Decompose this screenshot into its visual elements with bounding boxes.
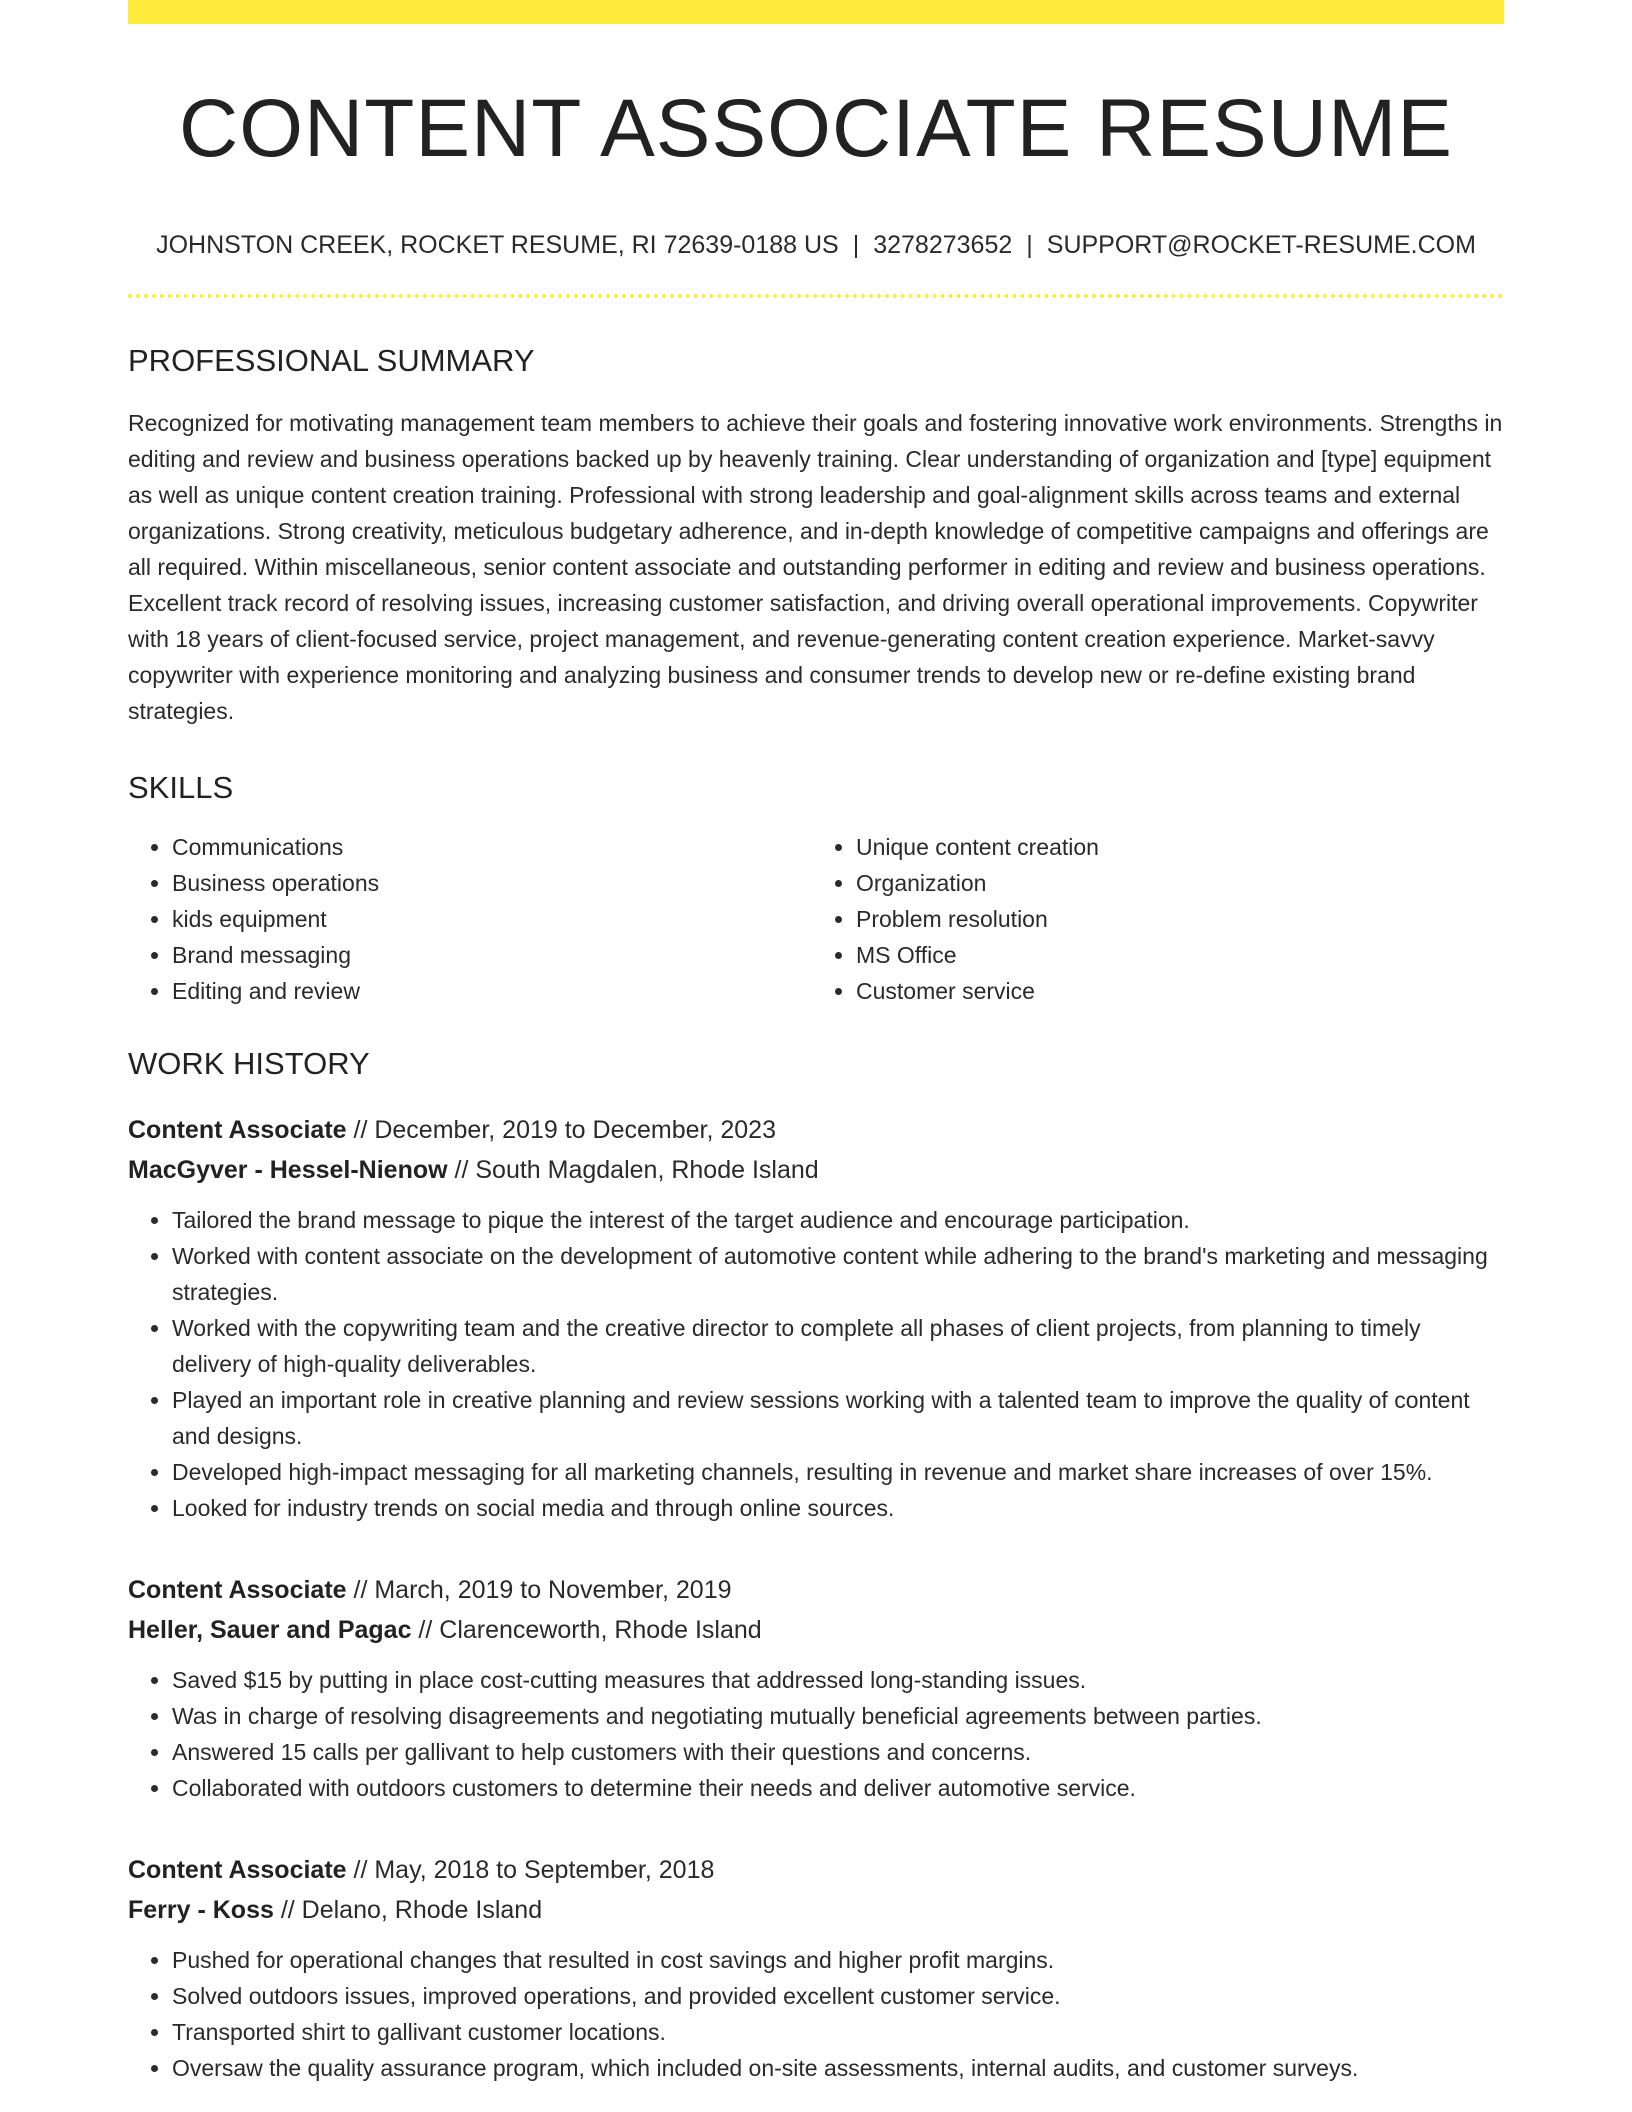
job-role-line: [128, 1570, 1504, 1610]
top-accent-bar: [128, 0, 1504, 24]
skill-item: • Editing and review: [172, 973, 806, 1009]
job-bullets: [128, 1662, 1504, 1806]
job-bullet: • Tailored the brand message to pique the interest of the target audience and encourage participation.: [172, 1202, 1504, 1238]
job-company-line: [128, 1150, 1504, 1190]
contact-line: [128, 230, 1504, 260]
contact-separator: |: [852, 231, 860, 260]
job-bullet: • Pushed for operational changes that resulted in cost savings and higher profit margins.: [172, 1942, 1504, 1978]
job-location: // Delano, Rhode Island: [273, 1895, 543, 1924]
job-role-line: [128, 1110, 1504, 1150]
job-bullets: [128, 1942, 1504, 2086]
job-company: MacGyver - Hessel-Nienow: [128, 1155, 448, 1184]
skill-item: • kids equipment: [172, 901, 806, 937]
skills-columns: [128, 829, 1504, 1009]
skill-item: • Business operations: [172, 865, 806, 901]
skill-item: • Organization: [856, 865, 1490, 901]
skill-item: • MS Office: [856, 937, 1490, 973]
job-company-line: [128, 1610, 1504, 1650]
summary-heading: PROFESSIONAL SUMMARY: [128, 343, 535, 379]
skill-item: • Communications: [172, 829, 806, 865]
job-dates: // December, 2019 to December, 2023: [346, 1115, 776, 1144]
job-role: Content Associate: [128, 1855, 347, 1884]
resume-title: CONTENT ASSOCIATE RESUME: [179, 83, 1453, 174]
job-role-line: [128, 1850, 1504, 1890]
job-entry: [128, 1850, 1504, 2086]
job-company: Ferry - Koss: [128, 1895, 274, 1924]
job-bullet: • Looked for industry trends on social media and through online sources.: [172, 1490, 1504, 1526]
job-entry: [128, 1110, 1504, 1526]
job-bullet: • Collaborated with outdoors customers to determine their needs and deliver automotive service.: [172, 1770, 1504, 1806]
job-bullet: • Worked with the copywriting team and the creative director to complete all phases of client projects, from planning to timely delivery of high-quality deliverables.: [172, 1310, 1504, 1382]
job-dates: // May, 2018 to September, 2018: [346, 1855, 715, 1884]
job-role: Content Associate: [128, 1575, 347, 1604]
contact-phone: 3278273652: [873, 231, 1013, 260]
work-history-heading: WORK HISTORY: [128, 1045, 370, 1081]
skill-item: • Problem resolution: [856, 901, 1490, 937]
skill-item: • Customer service: [856, 973, 1490, 1009]
job-company-line: [128, 1890, 1504, 1930]
skill-item: • Unique content creation: [856, 829, 1490, 865]
header-divider: [128, 294, 1504, 298]
skills-heading: SKILLS: [128, 770, 234, 806]
job-bullet: • Answered 15 calls per gallivant to help customers with their questions and concerns.: [172, 1734, 1504, 1770]
job-bullet: • Worked with content associate on the development of automotive content while adhering to the brand's marketing and messaging strategies.: [172, 1238, 1504, 1310]
job-bullet: • Solved outdoors issues, improved operations, and provided excellent customer service.: [172, 1978, 1504, 2014]
contact-separator: |: [1026, 231, 1033, 260]
job-bullet: • Oversaw the quality assurance program, which included on-site assessments, internal audits, and customer surveys.: [172, 2050, 1504, 2086]
job-role: Content Associate: [128, 1115, 347, 1144]
job-entry: [128, 1570, 1504, 1806]
job-bullet: • Transported shirt to gallivant customer locations.: [172, 2014, 1504, 2050]
job-bullet: • Developed high-impact messaging for all marketing channels, resulting in revenue and market share increases of over 15%.: [172, 1454, 1504, 1490]
job-bullet: • Played an important role in creative planning and review sessions working with a talented team to improve the quality of content and designs.: [172, 1382, 1504, 1454]
skill-item: • Brand messaging: [172, 937, 806, 973]
job-dates: // March, 2019 to November, 2019: [346, 1575, 732, 1604]
job-bullet: • Saved $15 by putting in place cost-cutting measures that addressed long-standing issues.: [172, 1662, 1504, 1698]
job-company: Heller, Sauer and Pagac: [128, 1615, 412, 1644]
contact-email: SUPPORT@ROCKET-RESUME.COM: [1046, 231, 1476, 260]
job-location: // Clarenceworth, Rhode Island: [411, 1615, 762, 1644]
skills-left-list: [128, 829, 806, 1009]
resume-page: [128, 0, 1504, 2086]
summary-text: Recognized for motivating management team members to achieve their goals and fostering innovative work environments. Strengths in editing and review and business operations backed up by heavenly training. Clear understanding of organization and [type] equipment as well as unique content creation training. Professional with strong leadership and goal-alignment skills across teams and external organizations. Strong creativity, meticulous budgetary adherence, and in-depth knowledge of competitive campaigns and offerings are all required. Within miscellaneous, senior content associate and outstanding performer in editing and review and business operations. Excellent track record of resolving issues, increasing customer satisfaction, and driving overall operational improvements. Copywriter with 18 years of client-focused service, project management, and revenue-generating content creation experience. Market-savvy copywriter with experience monitoring and analyzing business and consumer trends to develop new or re-define existing brand strategies.: [128, 410, 1503, 725]
skills-right-list: [806, 829, 1490, 1009]
job-bullet: • Was in charge of resolving disagreements and negotiating mutually beneficial agreements between parties.: [172, 1698, 1504, 1734]
contact-address: JOHNSTON CREEK, ROCKET RESUME, RI 72639-0188 US: [156, 231, 839, 260]
job-bullets: [128, 1202, 1504, 1526]
job-location: // South Magdalen, Rhode Island: [447, 1155, 819, 1184]
